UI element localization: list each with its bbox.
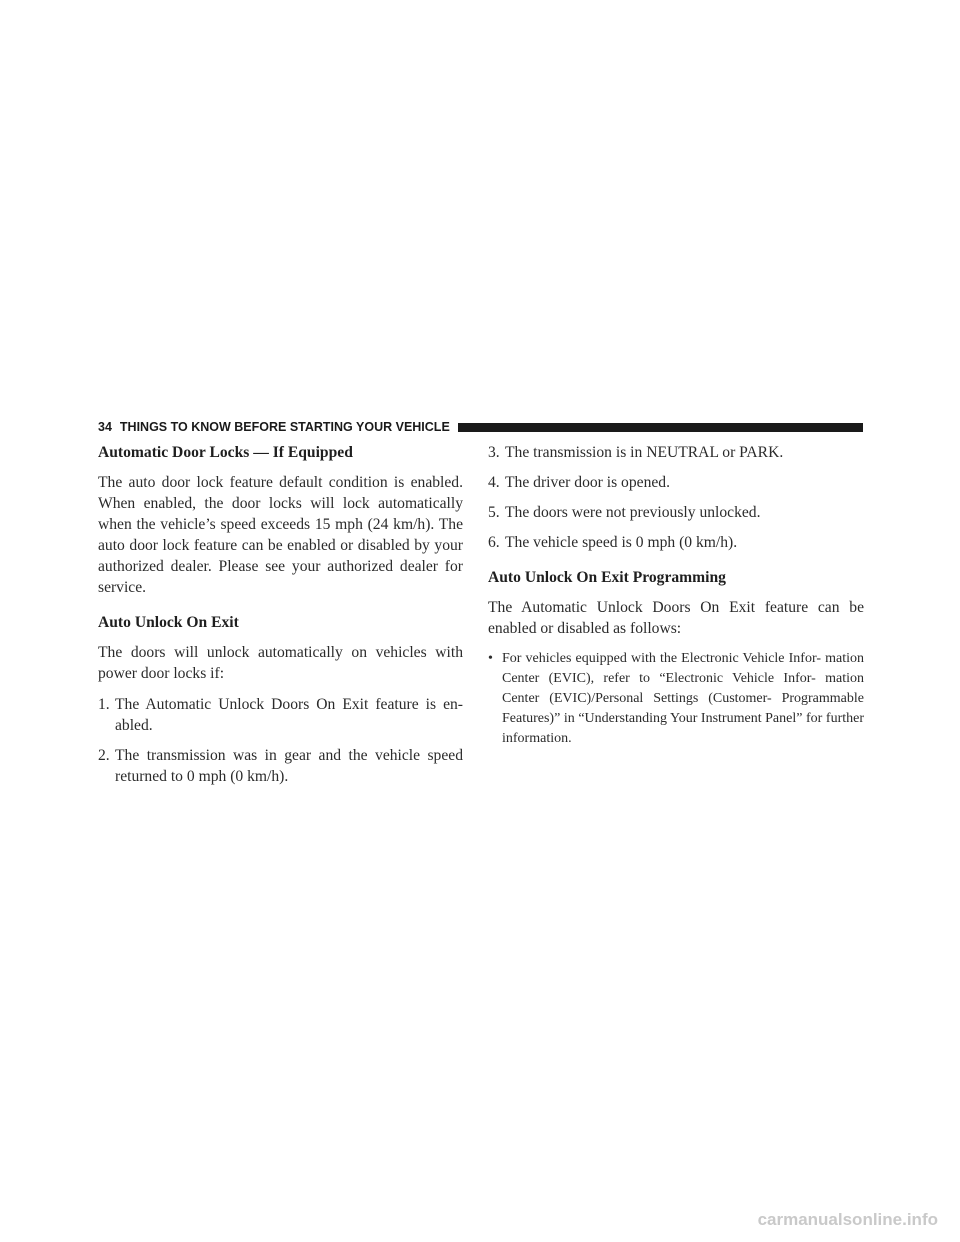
right-column — [488, 442, 864, 749]
header-rule — [458, 423, 863, 432]
page-header — [98, 420, 863, 434]
list-item-text: The doors were not previously unlocked. — [505, 504, 761, 521]
watermark: carmanualsonline.info — [757, 1210, 938, 1229]
left-column — [98, 442, 463, 796]
page-number: 34 — [98, 420, 112, 434]
heading-automatic-door-locks: Automatic Door Locks — If Equipped — [98, 444, 353, 461]
list-item — [98, 745, 463, 787]
list-item-text: The transmission was in gear and the vehicle speed returned to 0 mph (0 km/h). — [115, 747, 463, 785]
heading-auto-unlock-on-exit: Auto Unlock On Exit — [98, 614, 239, 631]
list-item-text: The vehicle speed is 0 mph (0 km/h). — [505, 534, 738, 551]
paragraph-programming-intro: The Automatic Unlock Doors On Exit feature can be enabled or disabled as follows: — [488, 599, 864, 637]
list-item-number: 4. — [488, 474, 500, 491]
section-title: THINGS TO KNOW BEFORE STARTING YOUR VEHICLE — [119, 420, 450, 434]
bullet-icon: • — [488, 651, 493, 666]
list-item-number: 2. — [98, 747, 110, 764]
list-item-number: 3. — [488, 444, 500, 461]
bullet-text: For vehicles equipped with the Electronic Vehicle Infor- mation Center (EVIC), refer to “Electronic Vehicle Infor- mation Center (EVIC)/Personal Settings (Customer- Programmable Features)” in “Understanding Your Instrument Panel” for further information. — [502, 651, 864, 746]
paragraph-auto-lock: The auto door lock feature default condition is enabled. When enabled, the door locks will lock automatically when the vehicle’s speed exceeds 15 mph (24 km/h). The auto door lock feature can be enabled or disabled by your authorized dealer. Please see your authorized dealer for service. — [98, 474, 463, 596]
list-item — [488, 472, 864, 493]
list-item-text: The driver door is opened. — [505, 474, 670, 491]
list-item — [98, 694, 463, 736]
bullet-item — [488, 649, 864, 749]
list-item-text: The transmission is in NEUTRAL or PARK. — [505, 444, 784, 461]
list-item — [488, 502, 864, 523]
list-item — [488, 532, 864, 553]
list-item-text: The Automatic Unlock Doors On Exit feature is en- abled. — [115, 696, 463, 734]
list-item — [488, 442, 864, 463]
list-item-number: 6. — [488, 534, 500, 551]
list-item-number: 1. — [98, 696, 110, 713]
paragraph-auto-unlock-intro: The doors will unlock automatically on vehicles with power door locks if: — [98, 644, 463, 682]
heading-auto-unlock-programming: Auto Unlock On Exit Programming — [488, 569, 726, 586]
list-item-number: 5. — [488, 504, 500, 521]
